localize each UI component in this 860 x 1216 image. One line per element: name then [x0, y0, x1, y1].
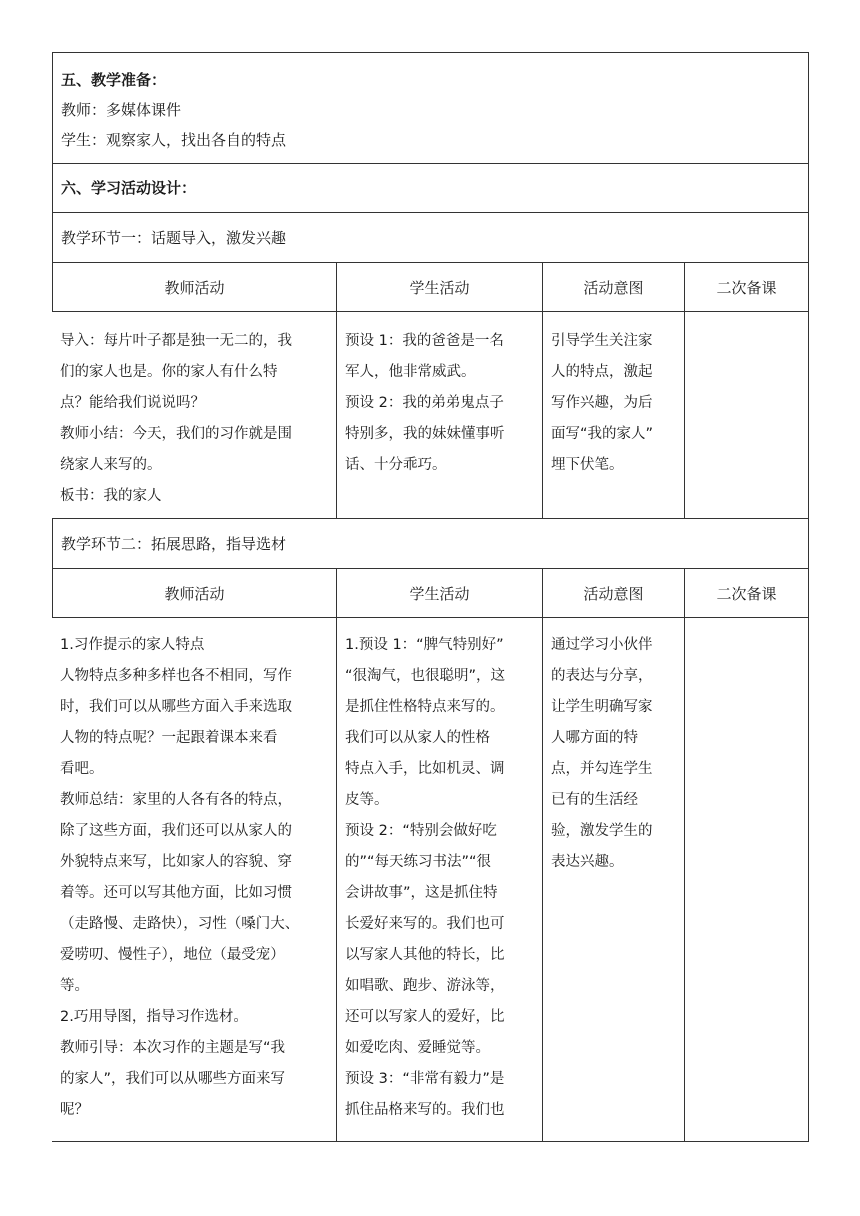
section-heading: 六、学习活动设计：: [61, 179, 197, 197]
activity-intent-cell: [543, 312, 685, 519]
text-line: 已有的生活经: [551, 792, 638, 808]
text-line: 话、十分乖巧。: [345, 457, 447, 473]
text-line: 点，并勾连学生: [551, 761, 653, 777]
teacher-activity-cell: [52, 312, 337, 519]
header-teacher-activity: 教师活动: [52, 263, 337, 312]
text-line: 预设 1：我的爸爸是一名: [345, 333, 504, 349]
text-line: （走路慢、走路快），习性（嗓门大、: [60, 916, 300, 932]
text-line: 爱唠叨、慢性子），地位（最受宠）: [60, 947, 285, 963]
text-line: 长爱好来写的。我们也可: [345, 916, 505, 932]
teacher-activity-cell: [52, 618, 337, 1142]
text-line: 教师小结：今天，我们的习作就是围: [60, 426, 292, 442]
text-line: 如爱吃肉、爱睡觉等。: [345, 1040, 490, 1056]
text-line: “很淘气，也很聪明”，这: [345, 668, 506, 684]
header-activity-intent: 活动意图: [543, 263, 685, 312]
stage-1-title-row: [52, 213, 809, 263]
text-line: 人的特点，激起: [551, 364, 653, 380]
section-heading: 五、教学准备：: [61, 71, 167, 89]
text-line: 除了这些方面，我们还可以从家人的: [60, 823, 292, 839]
text-line: 着等。还可以写其他方面，比如习惯: [60, 885, 292, 901]
second-preparation-cell: [685, 312, 809, 519]
stage-2-table: [52, 569, 809, 1142]
header-activity-intent: 活动意图: [543, 569, 685, 618]
student-activity-cell: [337, 618, 543, 1142]
text-line: 绕家人来写的。: [60, 457, 162, 473]
lesson-plan-document: [52, 52, 809, 1142]
section-teaching-preparation: [52, 52, 809, 164]
student-preparation: 学生：观察家人，找出各自的特点: [61, 131, 287, 149]
text-line: 时，我们可以从哪些方面入手来选取: [60, 699, 292, 715]
header-second-preparation: 二次备课: [685, 569, 809, 618]
stage-1-table: [52, 263, 809, 519]
activity-intent-cell: [543, 618, 685, 1142]
text-line: 的”“每天练习书法”“很: [345, 854, 492, 870]
text-line: 预设 2：我的弟弟鬼点子: [345, 395, 504, 411]
stage-title: 教学环节一：话题导入，激发兴趣: [61, 228, 287, 247]
second-preparation-cell: [685, 618, 809, 1142]
text-line: 等。: [60, 978, 89, 994]
text-line: 会讲故事”，这是抓住特: [345, 885, 498, 901]
text-line: 通过学习小伙伴: [551, 637, 653, 653]
text-line: 点？能给我们说说吗？: [60, 395, 205, 411]
text-line: 军人，他非常威武。: [345, 364, 476, 380]
text-line: 面写“我的家人”: [551, 426, 654, 442]
text-line: 教师引导：本次习作的主题是写“我: [60, 1040, 286, 1056]
header-student-activity: 学生活动: [337, 263, 543, 312]
teacher-preparation: 教师：多媒体课件: [61, 101, 182, 119]
text-line: 让学生明确写家: [551, 699, 653, 715]
text-line: 表达兴趣。: [551, 854, 624, 870]
text-line: 皮等。: [345, 792, 389, 808]
text-line: 如唱歌、跑步、游泳等，: [345, 978, 505, 994]
text-line: 呢？: [60, 1102, 89, 1118]
text-line: 2.巧用导图，指导习作选材。: [60, 1009, 248, 1025]
header-teacher-activity: 教师活动: [52, 569, 337, 618]
text-line: 我们可以从家人的性格: [345, 730, 490, 746]
text-line: 预设 2：“特别会做好吃: [345, 823, 497, 839]
text-line: 以写家人其他的特长，比: [345, 947, 505, 963]
text-line: 教师总结：家里的人各有各的特点，: [60, 792, 292, 808]
text-line: 引导学生关注家: [551, 333, 653, 349]
text-line: 人物的特点呢？一起跟着课本来看: [60, 730, 278, 746]
text-line: 验，激发学生的: [551, 823, 653, 839]
text-line: 的表达与分享，: [551, 668, 653, 684]
text-line: 写作兴趣，为后: [551, 395, 653, 411]
text-line: 导入：每片叶子都是独一无二的，我: [60, 333, 292, 349]
header-student-activity: 学生活动: [337, 569, 543, 618]
text-line: 特别多，我的妹妹懂事听: [345, 426, 505, 442]
text-line: 看吧。: [60, 761, 104, 777]
text-line: 是抓住性格特点来写的。: [345, 699, 505, 715]
stage-title: 教学环节二：拓展思路，指导选材: [61, 534, 287, 553]
stage-2-title-row: [52, 519, 809, 569]
text-line: 埋下伏笔。: [551, 457, 624, 473]
text-line: 1.习作提示的家人特点: [60, 637, 205, 653]
text-line: 外貌特点来写，比如家人的容貌、穿: [60, 854, 292, 870]
text-line: 还可以写家人的爱好，比: [345, 1009, 505, 1025]
header-second-preparation: 二次备课: [685, 263, 809, 312]
student-activity-cell: [337, 312, 543, 519]
text-line: 抓住品格来写的。我们也: [345, 1102, 505, 1118]
text-line: 人哪方面的特: [551, 730, 638, 746]
text-line: 1.预设 1：“脾气特别好”: [345, 637, 504, 653]
text-line: 人物特点多种多样也各不相同，写作: [60, 668, 292, 684]
text-line: 的家人”，我们可以从哪些方面来写: [60, 1071, 286, 1087]
section-activity-design: [52, 164, 809, 213]
text-line: 特点入手，比如机灵、调: [345, 761, 505, 777]
text-line: 预设 3：“非常有毅力”是: [345, 1071, 505, 1087]
text-line: 们的家人也是。你的家人有什么特: [60, 364, 278, 380]
text-line: 板书：我的家人: [60, 488, 162, 504]
